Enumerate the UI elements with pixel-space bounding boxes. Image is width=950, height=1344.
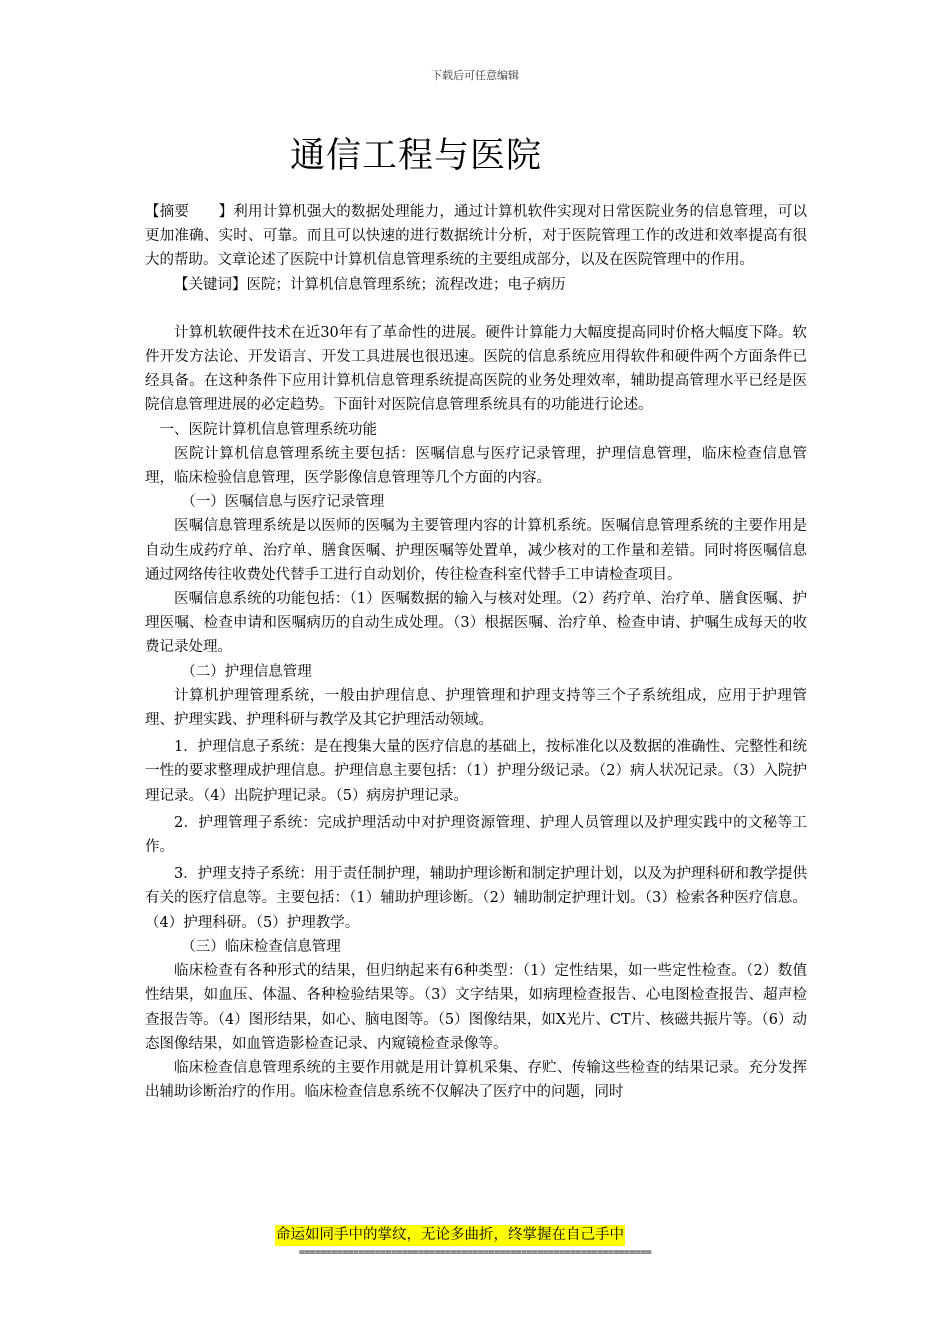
spacer: [145, 297, 807, 321]
paragraph: 临床检查信息管理系统的主要作用就是用计算机采集、存贮、传输这些检查的结果记录。充分发挥出辅助诊断治疗的作用。临床检查信息系统不仅解决了医疗中的问题，同时: [145, 1059, 807, 1101]
subsection-heading: （一）医嘱信息与医疗记录管理: [181, 494, 385, 511]
footer-slogan: 命运如同手中的掌纹，无论多曲折，终掌握在自己手中: [275, 1225, 625, 1246]
subsection-heading: （三）临床检查信息管理: [181, 938, 341, 955]
document-title: 通信工程与医院: [290, 136, 543, 176]
footer-rule: =================================================================: [298, 1247, 652, 1258]
paragraph: 3．护理支持子系统：用于责任制护理，辅助护理诊断和制定护理计划，以及为护理科研和教学提供有关的医疗信息等。主要包括：（1）辅助护理诊断。（2）辅助制定护理计划。（3）检索各种医疗信息。（4）护理科研。（5）护理教学。: [145, 866, 807, 931]
paragraph: 医嘱信息管理系统是以医师的医嘱为主要管理内容的计算机系统。医嘱信息管理系统的主要作用是自动生成药疗单、治疗单、膳食医嘱、护理医嘱等处置单，减少核对的工作量和差错。同时将医嘱信息通过网络传往收费处代替手工进行自动划价，传往检查科室代替手工申请检查项目。: [145, 518, 807, 583]
paragraph: 临床检查有各种形式的结果，但归纳起来有6种类型：（1）定性结果，如一些定性检查。（2）数值性结果，如血压、体温、各种检验结果等。（3）文字结果，如病理检查报告、心电图检查报告、超声检查报告等。（4）图形结果，如心、脑电图等。（5）图像结果，如X光片、CT片、核磁共振片等。（6）动态图像结果，如血管造影检查记录、内窥镜检查录像等。: [145, 963, 807, 1052]
abstract: 【摘要 】利用计算机强大的数据处理能力，通过计算机软件实现对日常医院业务的信息管理，可以更加准确、实时、可靠。而且可以快速的进行数据统计分析，对于医院管理工作的改进和效率提高有很大的帮助。文章论述了医院中计算机信息管理系统的主要组成部分，以及在医院管理中的作用。: [145, 204, 807, 269]
intro-paragraph: 计算机软硬件技术在近30年有了革命性的进展。硬件计算能力大幅度提高同时价格大幅度下降。软件开发方法论、开发语言、开发工具进展也很迅速。医院的信息系统应用得软件和硬件两个方面条件已经具备。在这种条件下应用计算机信息管理系统提高医院的业务处理效率，辅助提高管理水平已经是医院信息管理进展的必定趋势。下面针对医院信息管理系统具有的功能进行论述。: [145, 324, 807, 414]
subsection-heading: （二）护理信息管理: [181, 663, 312, 680]
document-body: [145, 200, 807, 1104]
paragraph: 2．护理管理子系统：完成护理活动中对护理资源管理、护理人员管理以及护理实践中的文秘等工作。: [145, 814, 807, 856]
section-heading: 一、医院计算机信息管理系统功能: [159, 421, 377, 438]
paragraph: 1．护理信息子系统：是在搜集大量的医疗信息的基础上，按标准化以及数据的准确性、完整性和统一性的要求整理成护理信息。护理信息主要包括：（1）护理分级记录。（2）病人状况记录。（3）入院护理记录。（4）出院护理记录。（5）病房护理记录。: [145, 739, 807, 804]
paragraph: 医院计算机信息管理系统主要包括：医嘱信息与医疗记录管理，护理信息管理，临床检查信息管理，临床检验信息管理，医学影像信息管理等几个方面的内容。: [145, 445, 807, 487]
page-header: 下载后可任意编辑: [431, 69, 519, 82]
paragraph: 医嘱信息系统的功能包括：（1）医嘱数据的输入与核对处理。（2）药疗单、治疗单、膳食医嘱、护理医嘱、检查申请和医嘱病历的自动生成处理。（3）根据医嘱、治疗单、检查申请、护嘱生成每天的收费记录处理。: [145, 591, 807, 656]
paragraph: 计算机护理管理系统，一般由护理信息、护理管理和护理支持等三个子系统组成，应用于护理管理、护理实践、护理科研与教学及其它护理活动领域。: [145, 687, 807, 729]
keywords: 【关键词】医院；计算机信息管理系统；流程改进；电子病历: [174, 276, 566, 293]
